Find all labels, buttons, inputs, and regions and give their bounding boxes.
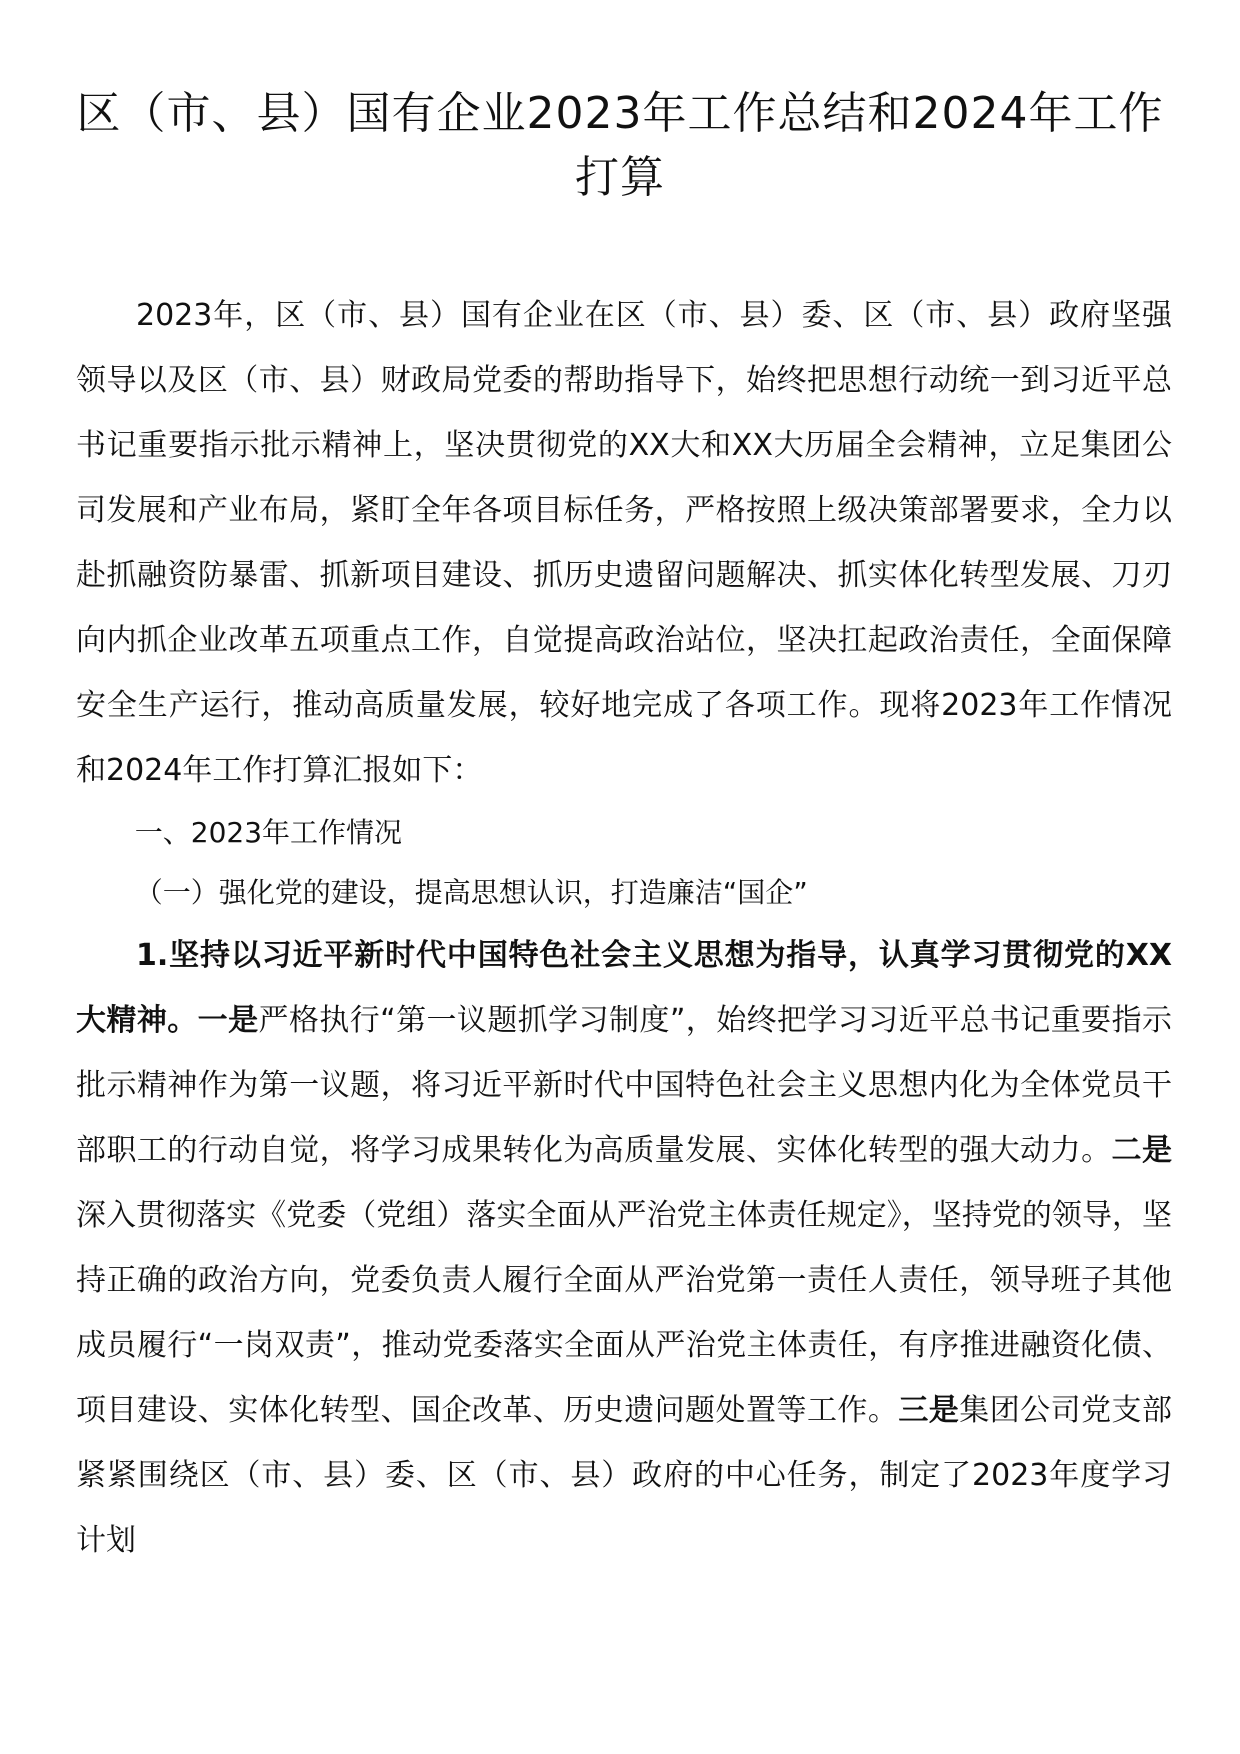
document-body [76,283,1172,1573]
document-title: 区（市、县）国有企业2023年工作总结和2024年工作打算 [76,88,1164,203]
point-3-text: 集团公司党支部紧紧围绕区（市、县）委、区（市、县）政府的中心任务，制定了2023年度学习计划 [76,1393,1173,1558]
point-2-text: 深入贯彻落实《党委（党组）落实全面从严治党主体责任规定》，坚持党的领导，坚持正确的政治方向，党委负责人履行全面从严治党第一责任人责任，领导班子其他成员履行“一岗双责”，推动党委落实全面从严治党主体责任，有序推进融资化债、项目建设、实体化转型、国企改革、历史遗问题处置等工作。 [76,1198,1172,1428]
item-1-paragraph [76,923,1172,1573]
intro-paragraph: 2023年，区（市、县）国有企业在区（市、县）委、区（市、县）政府坚强领导以及区（市、县）财政局党委的帮助指导下，始终把思想行动统一到习近平总书记重要指示批示精神上，坚决贯彻党的XX大和XX大历届全会精神，立足集团公司发展和产业布局，紧盯全年各项目标任务，严格按照上级决策部署要求，全力以赴抓融资防暴雷、抓新项目建设、抓历史遗留问题解决、抓实体化转型发展、刀刃向内抓企业改革五项重点工作，自觉提高政治站位，坚决扛起政治责任，全面保障安全生产运行，推动高质量发展，较好地完成了各项工作。现将2023年工作情况和2024年工作打算汇报如下： [76,298,1172,788]
point-3-label: 三是 [898,1393,960,1428]
point-1-label: 一是 [197,1003,259,1038]
section-heading: 一、2023年工作情况 [134,816,403,849]
point-1-text: 严格执行“第一议题抓学习制度”，始终把学习习近平总书记重要指示批示精神作为第一议题，将习近平新时代中国特色社会主义思想内化为全体党员干部职工的行动自觉，将学习成果转化为高质量发展、实体化转型的强大动力。 [76,1003,1172,1168]
item-1-heading: 1.坚持以习近平新时代中国特色社会主义思想为指导，认真学习贯彻党的XX大精神。 [76,938,1172,1038]
point-2-label: 二是 [1111,1133,1173,1168]
subsection-heading: （一）强化党的建设，提高思想认识，打造廉洁“国企” [134,876,808,909]
